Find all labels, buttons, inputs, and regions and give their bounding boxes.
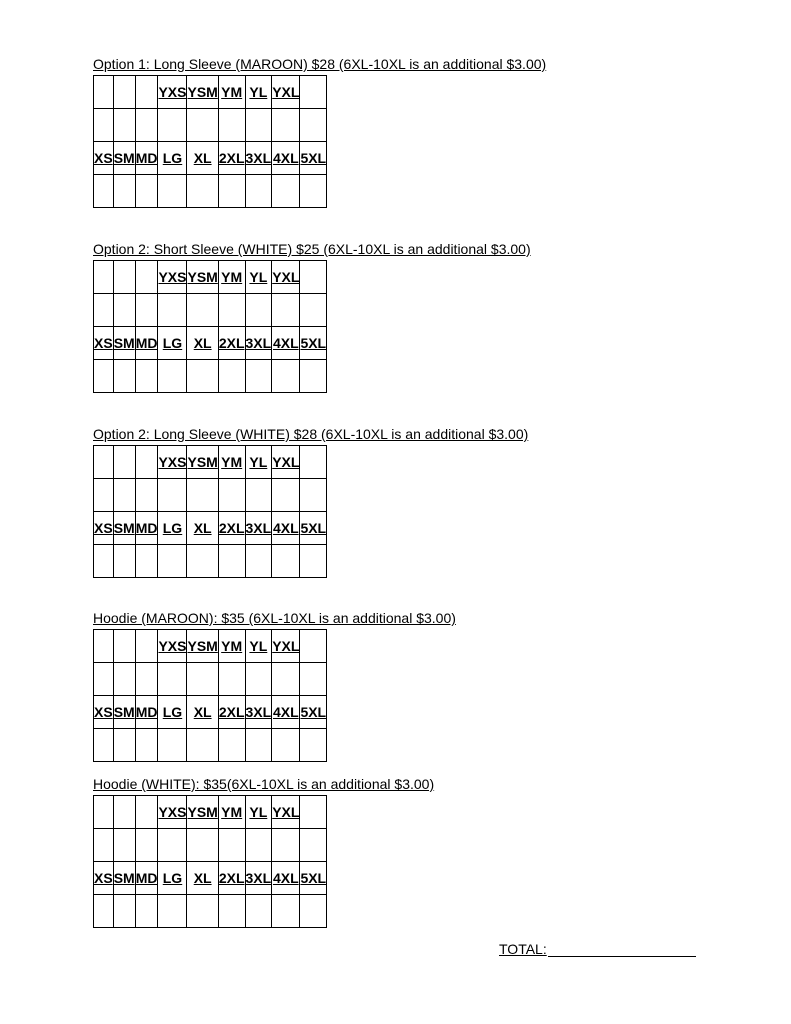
quantity-cell[interactable] [158, 109, 187, 142]
section-title: Option 1: Long Sleeve (MAROON) $28 (6XL-10XL is an additional $3.00) [93, 56, 547, 72]
size-label-cell: YSM [187, 261, 218, 294]
size-label-cell: 5XL [300, 696, 327, 729]
quantity-row [94, 663, 327, 696]
size-label-cell: YXL [272, 261, 300, 294]
size-label-cell: YXS [158, 261, 187, 294]
youth-size-row [94, 261, 327, 294]
quantity-cell[interactable] [218, 109, 245, 142]
quantity-cell[interactable] [113, 479, 135, 512]
quantity-cell[interactable] [272, 360, 300, 393]
size-label-cell: MD [135, 512, 158, 545]
size-label-cell: 5XL [300, 142, 327, 175]
quantity-cell[interactable] [218, 729, 245, 762]
quantity-cell[interactable] [113, 109, 135, 142]
quantity-cell[interactable] [218, 895, 245, 928]
size-label-cell: YXL [272, 796, 300, 829]
size-label-cell: 5XL [300, 862, 327, 895]
quantity-cell[interactable] [135, 294, 158, 327]
size-label-cell: YM [218, 261, 245, 294]
section-title: Option 2: Short Sleeve (WHITE) $25 (6XL-10XL is an additional $3.00) [93, 241, 531, 257]
size-label-cell [300, 446, 327, 479]
quantity-cell[interactable] [94, 545, 114, 578]
quantity-row [94, 360, 327, 393]
quantity-cell[interactable] [272, 545, 300, 578]
size-label-cell: YL [245, 261, 272, 294]
quantity-cell[interactable] [135, 895, 158, 928]
quantity-cell[interactable] [135, 729, 158, 762]
quantity-cell[interactable] [158, 663, 187, 696]
quantity-row [94, 545, 327, 578]
size-label-cell: YXS [158, 76, 187, 109]
quantity-cell[interactable] [300, 729, 327, 762]
quantity-cell[interactable] [158, 175, 187, 208]
size-label-cell: YSM [187, 796, 218, 829]
size-label-cell: SM [113, 696, 135, 729]
size-label-cell: 2XL [218, 142, 245, 175]
quantity-cell[interactable] [187, 829, 218, 862]
quantity-cell[interactable] [245, 829, 272, 862]
size-label-cell: YXL [272, 446, 300, 479]
quantity-cell[interactable] [272, 663, 300, 696]
quantity-cell[interactable] [272, 729, 300, 762]
quantity-cell[interactable] [300, 109, 327, 142]
size-label-cell [94, 446, 114, 479]
total-label: TOTAL: [499, 941, 547, 957]
quantity-cell[interactable] [272, 479, 300, 512]
quantity-cell[interactable] [135, 360, 158, 393]
quantity-cell[interactable] [245, 729, 272, 762]
adult-size-row [94, 696, 327, 729]
quantity-cell[interactable] [113, 360, 135, 393]
quantity-cell[interactable] [113, 175, 135, 208]
size-label-cell: MD [135, 696, 158, 729]
quantity-cell[interactable] [245, 360, 272, 393]
quantity-cell[interactable] [158, 479, 187, 512]
size-label-cell: SM [113, 512, 135, 545]
quantity-cell[interactable] [158, 895, 187, 928]
size-label-cell: LG [158, 142, 187, 175]
size-label-cell [300, 796, 327, 829]
quantity-cell[interactable] [245, 545, 272, 578]
size-label-cell: YL [245, 446, 272, 479]
size-label-cell: YSM [187, 76, 218, 109]
size-label-cell: XS [94, 862, 114, 895]
quantity-cell[interactable] [94, 729, 114, 762]
size-label-cell: XS [94, 696, 114, 729]
quantity-cell[interactable] [300, 294, 327, 327]
size-label-cell: XL [187, 512, 218, 545]
size-label-cell: 4XL [272, 862, 300, 895]
quantity-cell[interactable] [272, 294, 300, 327]
youth-size-row [94, 446, 327, 479]
quantity-cell[interactable] [300, 895, 327, 928]
adult-size-row [94, 862, 327, 895]
size-label-cell: YM [218, 446, 245, 479]
size-label-cell: 2XL [218, 862, 245, 895]
size-label-cell: MD [135, 327, 158, 360]
quantity-cell[interactable] [187, 109, 218, 142]
size-label-cell [300, 261, 327, 294]
quantity-row [94, 895, 327, 928]
quantity-cell[interactable] [245, 479, 272, 512]
quantity-cell[interactable] [300, 479, 327, 512]
size-label-cell: XL [187, 327, 218, 360]
quantity-cell[interactable] [218, 479, 245, 512]
adult-size-row [94, 142, 327, 175]
quantity-cell[interactable] [158, 294, 187, 327]
quantity-cell[interactable] [272, 175, 300, 208]
quantity-row [94, 729, 327, 762]
size-label-cell: 3XL [245, 327, 272, 360]
quantity-cell[interactable] [135, 175, 158, 208]
quantity-cell[interactable] [187, 360, 218, 393]
size-label-cell: 2XL [218, 327, 245, 360]
quantity-cell[interactable] [94, 895, 114, 928]
size-label-cell: LG [158, 696, 187, 729]
size-label-cell: 2XL [218, 512, 245, 545]
section-title: Hoodie (MAROON): $35 (6XL-10XL is an additional $3.00) [93, 610, 456, 626]
size-label-cell: YM [218, 796, 245, 829]
section-title: Option 2: Long Sleeve (WHITE) $28 (6XL-10XL is an additional $3.00) [93, 426, 529, 442]
size-label-cell: SM [113, 142, 135, 175]
quantity-cell[interactable] [218, 545, 245, 578]
youth-size-row [94, 630, 327, 663]
size-label-cell: 3XL [245, 142, 272, 175]
size-label-cell: YL [245, 796, 272, 829]
total-blank-line[interactable] [548, 942, 696, 957]
quantity-cell[interactable] [135, 545, 158, 578]
size-label-cell [94, 76, 114, 109]
size-label-cell [113, 76, 135, 109]
quantity-row [94, 109, 327, 142]
quantity-cell[interactable] [135, 829, 158, 862]
size-label-cell [135, 261, 158, 294]
size-label-cell: 4XL [272, 512, 300, 545]
size-label-cell [300, 630, 327, 663]
quantity-cell[interactable] [113, 545, 135, 578]
quantity-cell[interactable] [300, 175, 327, 208]
size-label-cell: YXS [158, 796, 187, 829]
size-label-cell: YL [245, 76, 272, 109]
size-label-cell [94, 796, 114, 829]
size-label-cell: YSM [187, 630, 218, 663]
size-label-cell: YXL [272, 630, 300, 663]
quantity-cell[interactable] [187, 895, 218, 928]
size-label-cell: YXL [272, 76, 300, 109]
total-row [499, 941, 696, 957]
size-label-cell: 4XL [272, 327, 300, 360]
youth-size-row [94, 796, 327, 829]
quantity-cell[interactable] [113, 729, 135, 762]
size-label-cell: LG [158, 512, 187, 545]
quantity-cell[interactable] [158, 829, 187, 862]
quantity-cell[interactable] [218, 829, 245, 862]
quantity-cell[interactable] [94, 294, 114, 327]
size-label-cell [113, 446, 135, 479]
quantity-cell[interactable] [218, 663, 245, 696]
size-label-cell: MD [135, 862, 158, 895]
size-label-cell: 5XL [300, 512, 327, 545]
size-label-cell: 3XL [245, 512, 272, 545]
quantity-cell[interactable] [300, 829, 327, 862]
size-quantity-table [93, 445, 327, 578]
quantity-cell[interactable] [187, 175, 218, 208]
quantity-cell[interactable] [245, 895, 272, 928]
quantity-cell[interactable] [113, 294, 135, 327]
quantity-cell[interactable] [218, 294, 245, 327]
quantity-cell[interactable] [94, 360, 114, 393]
size-label-cell [94, 630, 114, 663]
quantity-cell[interactable] [94, 175, 114, 208]
adult-size-row [94, 327, 327, 360]
size-quantity-table [93, 260, 327, 393]
size-label-cell: SM [113, 327, 135, 360]
quantity-cell[interactable] [187, 545, 218, 578]
size-label-cell: 3XL [245, 862, 272, 895]
size-label-cell [135, 630, 158, 663]
section-title: Hoodie (WHITE): $35(6XL-10XL is an additional $3.00) [93, 776, 435, 792]
quantity-cell[interactable] [300, 360, 327, 393]
size-label-cell: YM [218, 76, 245, 109]
size-label-cell: XS [94, 142, 114, 175]
size-label-cell: 4XL [272, 696, 300, 729]
quantity-cell[interactable] [300, 545, 327, 578]
quantity-cell[interactable] [272, 829, 300, 862]
quantity-cell[interactable] [187, 663, 218, 696]
size-label-cell: XL [187, 696, 218, 729]
adult-size-row [94, 512, 327, 545]
quantity-cell[interactable] [245, 294, 272, 327]
size-label-cell: YXS [158, 446, 187, 479]
quantity-cell[interactable] [135, 479, 158, 512]
quantity-cell[interactable] [158, 360, 187, 393]
size-label-cell: XL [187, 142, 218, 175]
quantity-cell[interactable] [94, 479, 114, 512]
quantity-cell[interactable] [113, 829, 135, 862]
size-label-cell: LG [158, 327, 187, 360]
youth-size-row [94, 76, 327, 109]
size-label-cell [300, 76, 327, 109]
size-label-cell: XL [187, 862, 218, 895]
quantity-cell[interactable] [245, 175, 272, 208]
quantity-row [94, 829, 327, 862]
size-label-cell [113, 261, 135, 294]
quantity-cell[interactable] [245, 109, 272, 142]
size-label-cell: YM [218, 630, 245, 663]
quantity-cell[interactable] [187, 294, 218, 327]
quantity-cell[interactable] [245, 663, 272, 696]
size-label-cell: SM [113, 862, 135, 895]
size-label-cell [135, 446, 158, 479]
size-label-cell [113, 630, 135, 663]
size-label-cell: XS [94, 512, 114, 545]
quantity-cell[interactable] [272, 895, 300, 928]
size-label-cell: YSM [187, 446, 218, 479]
quantity-cell[interactable] [135, 109, 158, 142]
size-label-cell: MD [135, 142, 158, 175]
size-quantity-table [93, 75, 327, 208]
size-quantity-table [93, 629, 327, 762]
size-label-cell [113, 796, 135, 829]
size-label-cell: YL [245, 630, 272, 663]
quantity-cell[interactable] [113, 663, 135, 696]
size-label-cell [94, 261, 114, 294]
quantity-cell[interactable] [135, 663, 158, 696]
size-label-cell: LG [158, 862, 187, 895]
quantity-row [94, 479, 327, 512]
size-label-cell [135, 796, 158, 829]
size-label-cell: 4XL [272, 142, 300, 175]
quantity-cell[interactable] [187, 729, 218, 762]
quantity-row [94, 175, 327, 208]
quantity-cell[interactable] [300, 663, 327, 696]
quantity-cell[interactable] [94, 829, 114, 862]
quantity-cell[interactable] [158, 545, 187, 578]
size-label-cell: YXS [158, 630, 187, 663]
quantity-cell[interactable] [113, 895, 135, 928]
size-label-cell: 5XL [300, 327, 327, 360]
quantity-cell[interactable] [158, 729, 187, 762]
size-label-cell: 2XL [218, 696, 245, 729]
quantity-row [94, 294, 327, 327]
quantity-cell[interactable] [94, 109, 114, 142]
size-quantity-table [93, 795, 327, 928]
quantity-cell[interactable] [187, 479, 218, 512]
quantity-cell[interactable] [218, 175, 245, 208]
size-label-cell [135, 76, 158, 109]
size-label-cell: 3XL [245, 696, 272, 729]
size-label-cell: XS [94, 327, 114, 360]
quantity-cell[interactable] [94, 663, 114, 696]
quantity-cell[interactable] [218, 360, 245, 393]
quantity-cell[interactable] [272, 109, 300, 142]
